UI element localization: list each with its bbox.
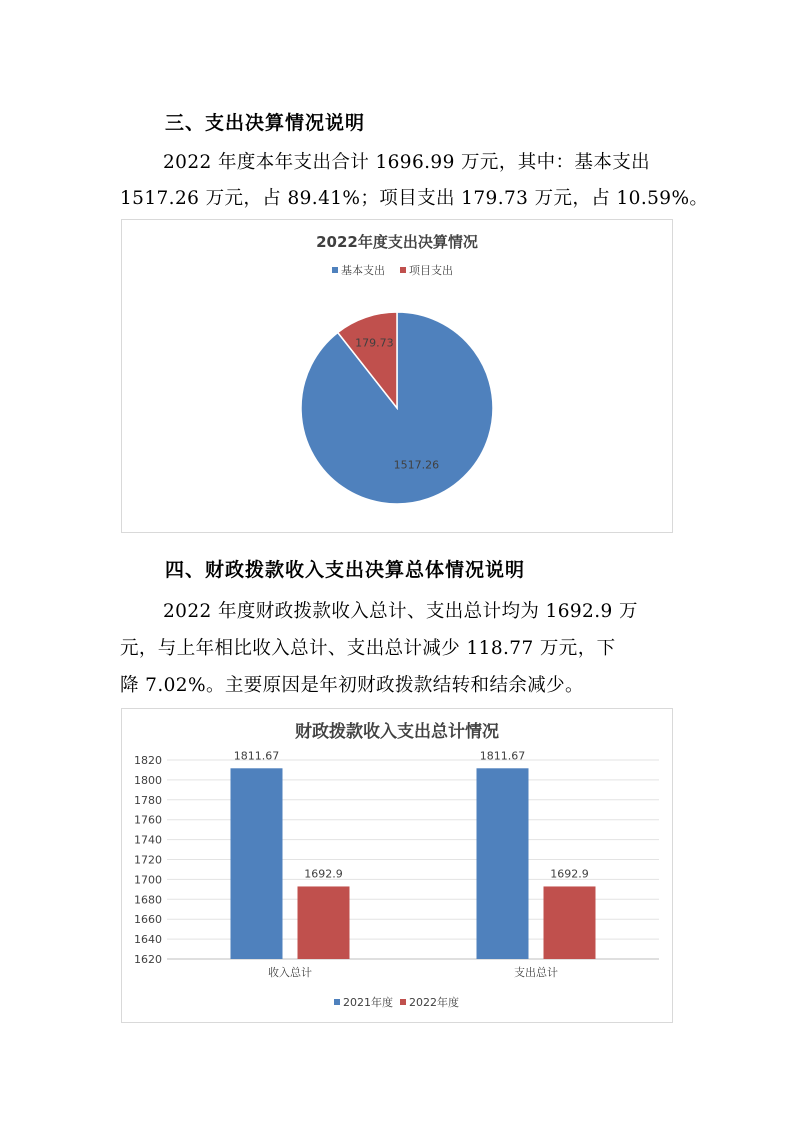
y-tick-label: 1620	[134, 953, 162, 966]
bar-data-label: 1692.9	[304, 867, 343, 881]
y-tick-label: 1720	[134, 853, 162, 867]
x-tick-label: 收入总计	[268, 966, 312, 979]
x-tick-label: 支出总计	[514, 966, 558, 979]
y-tick-label: 1740	[134, 833, 162, 847]
bar-chart-title: 财政拨款收入支出总计情况	[295, 722, 499, 742]
y-tick-label: 1760	[134, 813, 162, 827]
bar-legend-swatch	[400, 999, 406, 1005]
section4-heading: 四、财政拨款收入支出决算总体情况说明	[165, 559, 526, 581]
y-tick-label: 1700	[134, 873, 162, 887]
pie-data-label: 179.73	[355, 336, 394, 350]
bar-data-label: 1692.9	[550, 867, 589, 881]
pie-legend	[332, 263, 453, 277]
y-tick-label: 1680	[134, 893, 162, 907]
pie-chart-title: 2022年度支出决算情况	[316, 233, 478, 251]
bar-2021年度	[231, 768, 283, 959]
bar-legend	[334, 995, 459, 1009]
bar-series	[231, 749, 596, 959]
bar-chart	[122, 709, 672, 1022]
bar-data-label: 1811.67	[479, 749, 526, 763]
bar-chart-box	[121, 708, 673, 1023]
y-tick-label: 1660	[134, 913, 162, 927]
section3-heading: 三、支出决算情况说明	[165, 112, 366, 134]
pie-legend-swatch	[332, 267, 338, 273]
pie-legend-label: 项目支出	[409, 264, 453, 277]
pie-data-label: 1517.26	[393, 458, 440, 472]
pie-legend-label: 基本支出	[341, 264, 385, 277]
y-tick-label: 1640	[134, 933, 162, 947]
section3-text-line1: 2022 年度本年支出合计 1696.99 万元，其中：基本支出	[163, 152, 651, 173]
bar-legend-label: 2021年度	[343, 996, 393, 1009]
pie-chart	[122, 220, 672, 532]
bar-x-axis	[268, 965, 558, 979]
bar-legend-swatch	[334, 999, 340, 1005]
pie-slices	[301, 312, 493, 504]
y-tick-label: 1800	[134, 773, 162, 787]
section4-text-line1: 2022 年度财政拨款收入总计、支出总计均为 1692.9 万	[163, 601, 638, 622]
bar-y-axis	[134, 754, 162, 966]
bar-2022年度	[298, 886, 350, 959]
bar-legend-label: 2022年度	[409, 996, 459, 1009]
section4-text-line3: 降 7.02%。主要原因是年初财政拨款结转和结余减少。	[120, 675, 584, 696]
pie-legend-swatch	[400, 267, 406, 273]
y-tick-label: 1820	[134, 754, 162, 767]
bar-2022年度	[544, 886, 596, 959]
section3-text-line2: 1517.26 万元，占 89.41%；项目支出 179.73 万元，占 10.59%。	[120, 188, 709, 209]
bar-2021年度	[477, 768, 529, 959]
y-tick-label: 1780	[134, 793, 162, 807]
bar-data-label: 1811.67	[233, 749, 280, 763]
pie-chart-box	[121, 219, 673, 533]
section4-text-line2: 元，与上年相比收入总计、支出总计减少 118.77 万元，下	[120, 638, 616, 659]
